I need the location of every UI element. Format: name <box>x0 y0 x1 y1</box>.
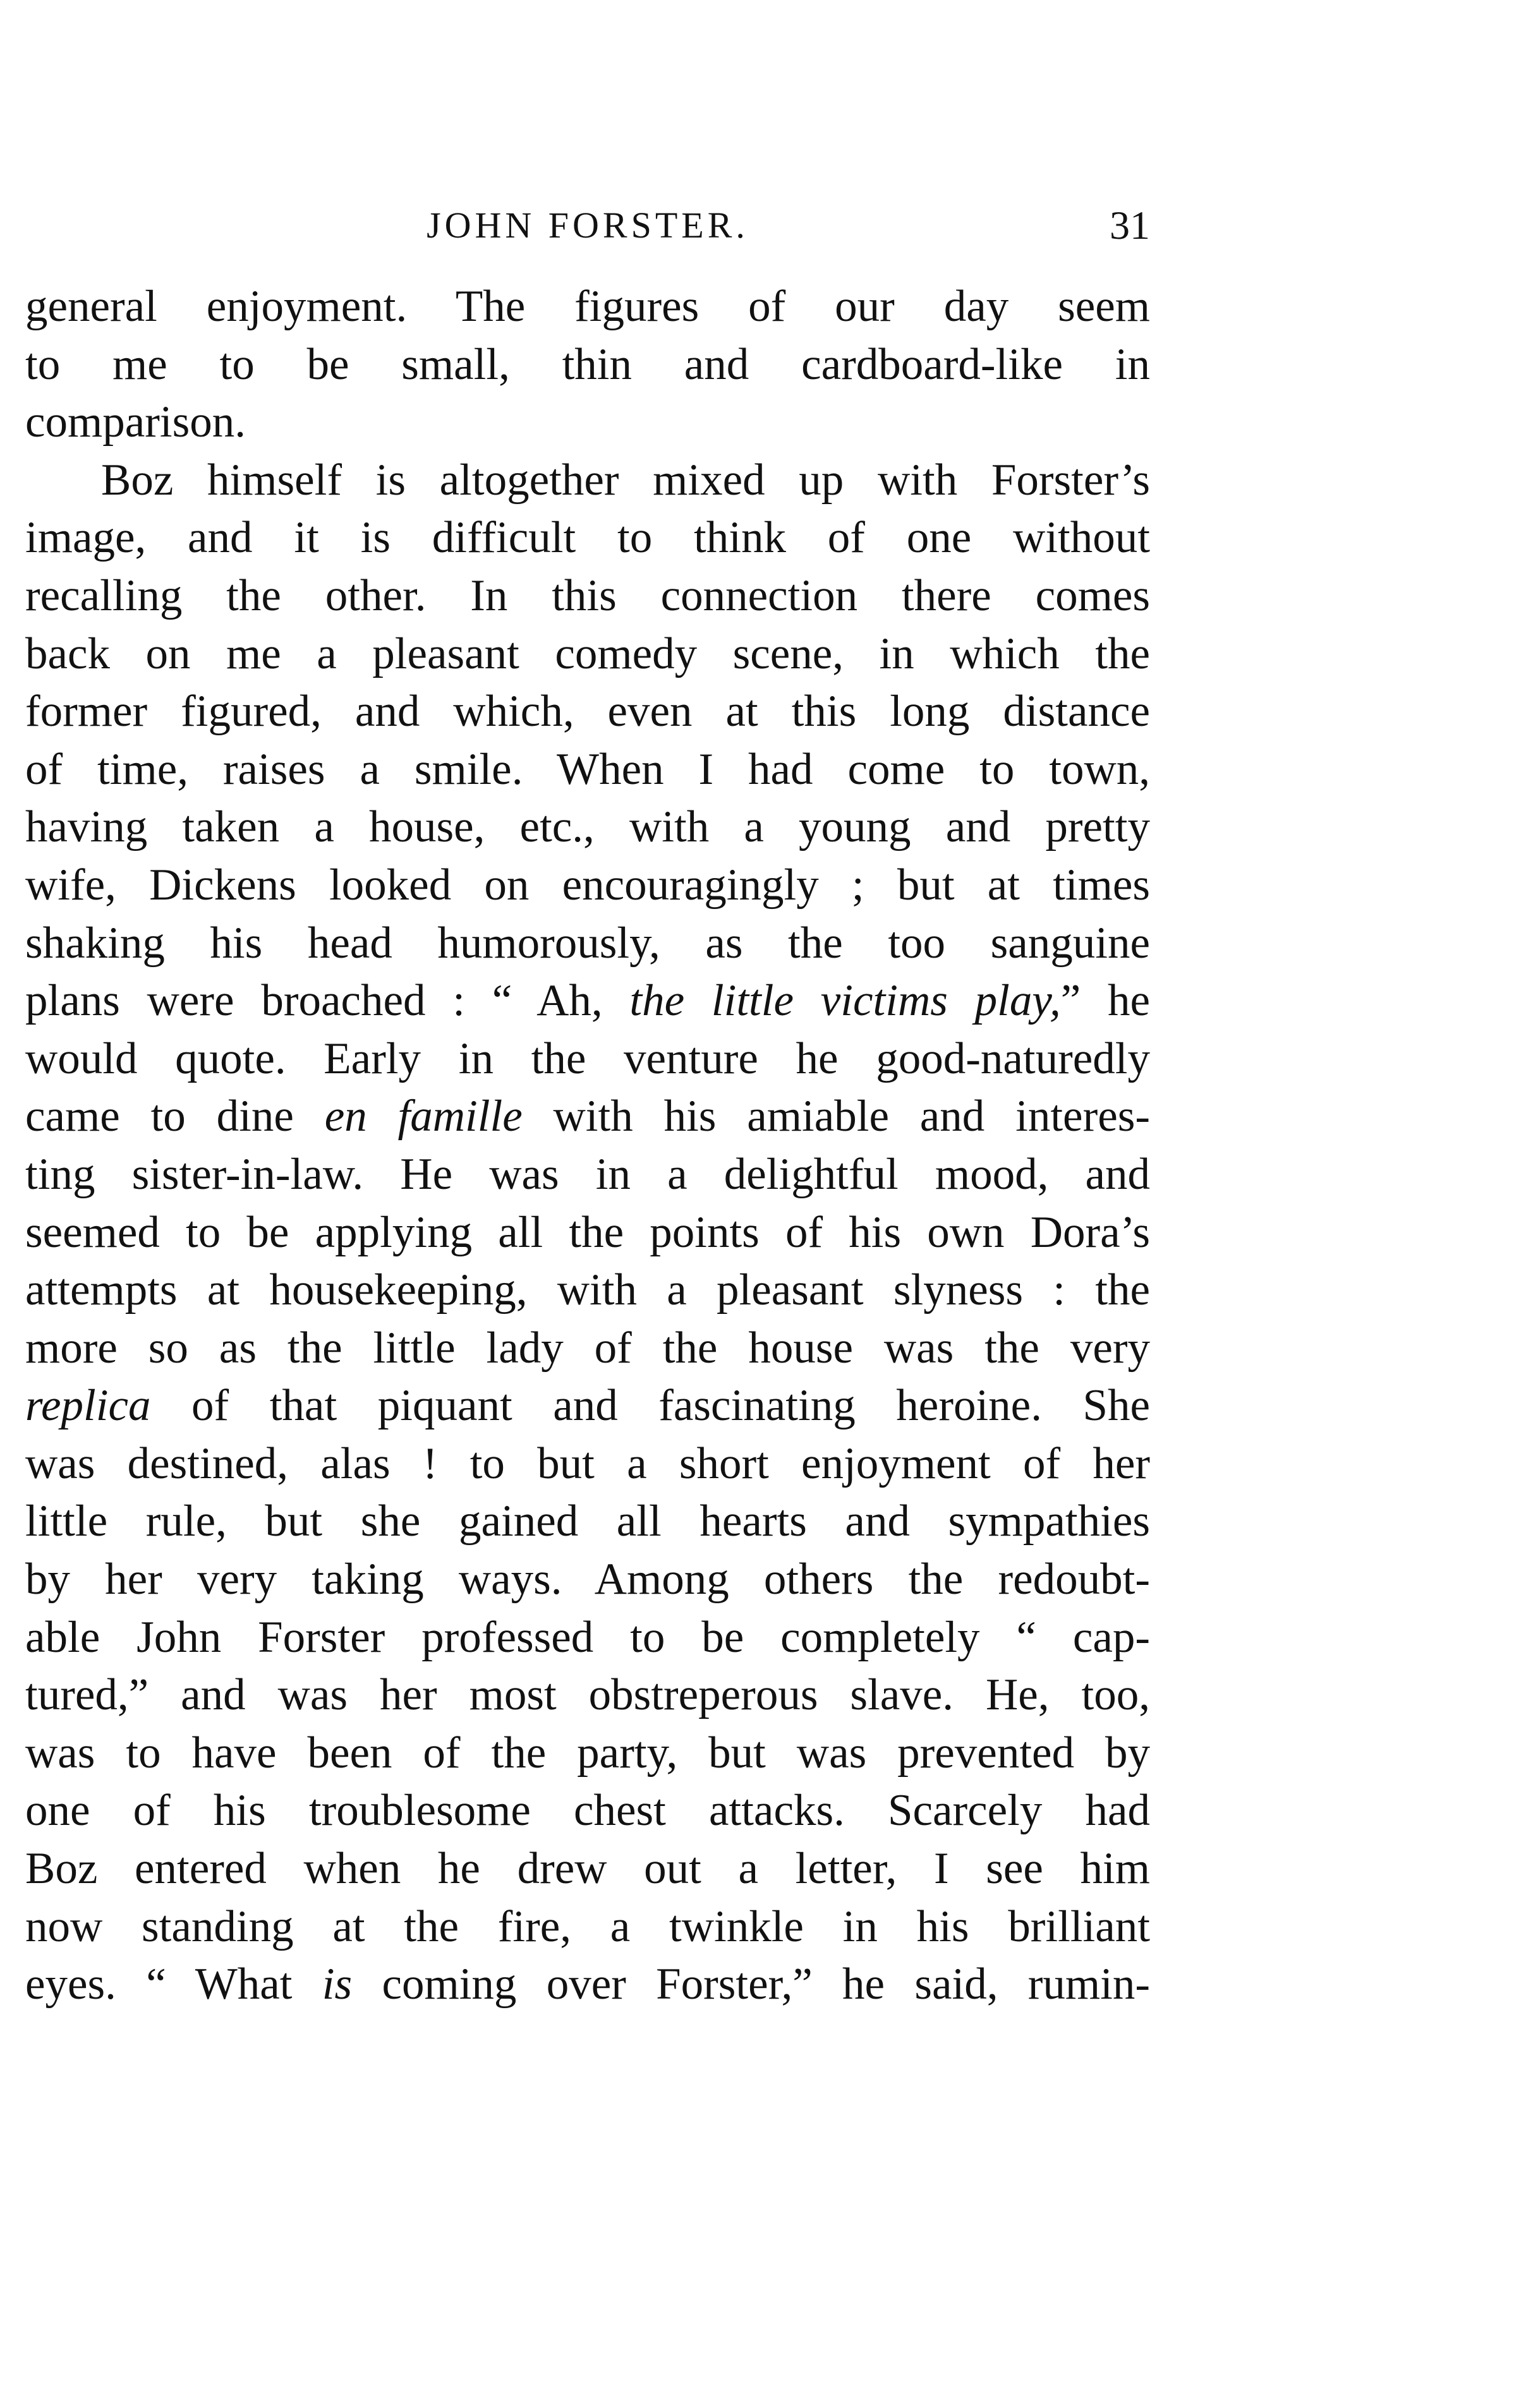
italic-run: the little victims play, <box>629 976 1061 1026</box>
text-run: Boz entered when he drew out a letter, I see him <box>25 1844 1150 1894</box>
text-run: having taken a house, etc., with a young and pretty <box>25 802 1150 852</box>
text-line <box>25 1840 1150 1898</box>
text-line <box>25 336 1150 394</box>
text-line <box>25 452 1150 510</box>
text-run: to me to be small, thin and cardboard-like in <box>25 339 1150 389</box>
text-line <box>25 394 1150 452</box>
text-line <box>25 683 1150 741</box>
text-line <box>25 1204 1150 1262</box>
text-run: by her very taking ways. Among others the redoubt- <box>25 1555 1150 1604</box>
italic-run: en famille <box>324 1092 523 1141</box>
text-line <box>25 915 1150 973</box>
text-run: Boz himself is altogether mixed up with Forster’s <box>101 455 1150 505</box>
text-run: came to dine <box>25 1092 325 1141</box>
text-line <box>25 972 1150 1030</box>
text-run: general enjoyment. The figures of our day seem <box>25 282 1150 331</box>
text-run: attempts at housekeeping, with a pleasant slyness : the <box>25 1265 1150 1315</box>
text-run: coming over Forster,” he said, rumin- <box>352 1960 1151 2009</box>
text-run: of that piquant and fascinating heroine. She <box>150 1381 1150 1431</box>
text-line <box>25 1666 1150 1725</box>
text-run: now standing at the fire, a twinkle in his brilliant <box>25 1901 1150 1951</box>
text-line <box>25 1551 1150 1609</box>
text-run: comparison. <box>25 397 246 447</box>
text-run: back on me a pleasant comedy scene, in which the <box>25 629 1150 678</box>
text-line <box>25 741 1150 799</box>
text-run: seemed to be applying all the points of his own Dora’s <box>25 1207 1150 1257</box>
text-line <box>25 567 1150 625</box>
text-line <box>25 1782 1150 1840</box>
text-line <box>25 1146 1150 1204</box>
text-run: ” he <box>1060 976 1150 1026</box>
text-run: image, and it is difficult to think of one without <box>25 513 1150 563</box>
text-run: more so as the little lady of the house was the very <box>25 1323 1150 1373</box>
text-run: with his amiable and interes- <box>522 1092 1150 1141</box>
text-run: eyes. “ What <box>25 1960 322 2009</box>
text-run: recalling the other. In this connection there comes <box>25 570 1150 620</box>
text-run: was destined, alas ! to but a short enjoyment of her <box>25 1438 1150 1488</box>
page-number: 31 <box>1110 203 1150 248</box>
text-run: one of his troublesome chest attacks. Scarcely had <box>25 1786 1150 1836</box>
text-run: able John Forster professed to be completely “ cap- <box>25 1612 1150 1662</box>
text-line <box>25 798 1150 857</box>
text-line <box>25 1609 1150 1667</box>
text-line <box>25 857 1150 915</box>
text-run: would quote. Early in the venture he good-naturedly <box>25 1033 1150 1083</box>
text-line <box>25 1377 1150 1435</box>
text-run: tured,” and was her most obstreperous slave. He, too, <box>25 1670 1150 1720</box>
text-line <box>25 1493 1150 1551</box>
italic-run: is <box>322 1960 353 2009</box>
text-line <box>25 1956 1150 2014</box>
text-run: of time, raises a smile. When I had come to town, <box>25 744 1150 794</box>
text-run: was to have been of the party, but was prevented by <box>25 1728 1150 1778</box>
text-line <box>25 1725 1150 1783</box>
body-text <box>25 278 1150 2014</box>
text-line <box>25 278 1150 336</box>
italic-run: replica <box>25 1381 151 1431</box>
text-run: wife, Dickens looked on encouragingly ; but at times <box>25 860 1150 910</box>
text-line <box>25 1898 1150 1956</box>
text-run: plans were broached : “ Ah, <box>25 976 630 1026</box>
text-line <box>25 625 1150 683</box>
text-line <box>25 1261 1150 1320</box>
text-run: ting sister-in-law. He was in a delightful mood, and <box>25 1149 1150 1199</box>
running-head <box>25 197 1150 254</box>
text-run: shaking his head humorously, as the too sanguine <box>25 918 1150 968</box>
text-run: little rule, but she gained all hearts and sympathies <box>25 1496 1150 1546</box>
text-line <box>25 1030 1150 1088</box>
running-title: JOHN FORSTER. <box>427 205 749 246</box>
text-line <box>25 1088 1150 1146</box>
text-run: former figured, and which, even at this long distance <box>25 687 1150 737</box>
text-line <box>25 509 1150 567</box>
text-line <box>25 1320 1150 1378</box>
text-line <box>25 1435 1150 1493</box>
